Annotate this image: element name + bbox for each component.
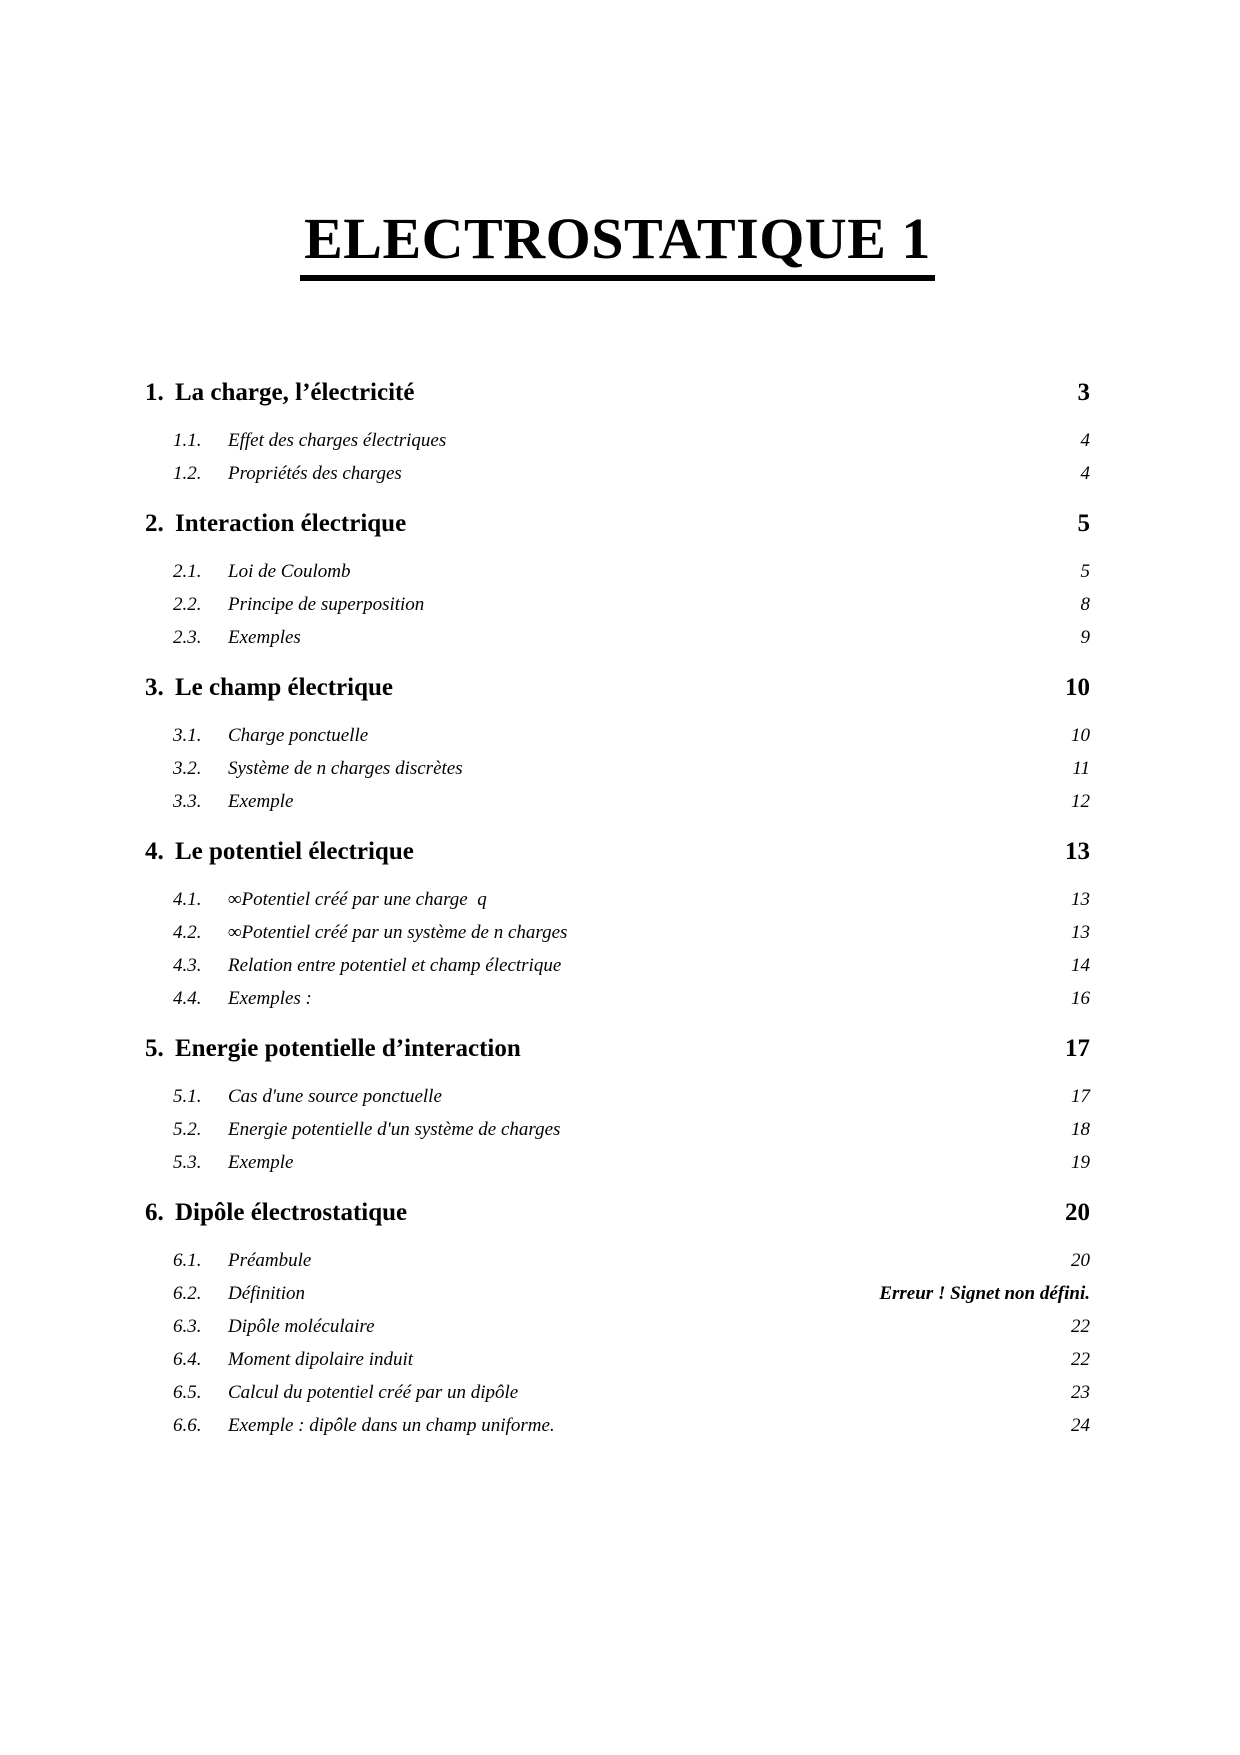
- toc-entry-label: Principe de superposition: [228, 593, 425, 615]
- toc-entry-page: 17: [1065, 1034, 1090, 1062]
- toc-entry-label: Charge ponctuelle: [228, 724, 369, 746]
- toc-entry-page: 4: [1080, 429, 1090, 451]
- toc-entry-number: 2.: [145, 509, 164, 537]
- toc-entry-page: 20: [1071, 1249, 1090, 1271]
- toc-entry-label: Exemple: [228, 790, 294, 812]
- toc-entry-subsection[interactable]: [145, 719, 1090, 752]
- toc-entry-page: 14: [1071, 954, 1090, 976]
- toc-entry-label: Interaction électrique: [175, 509, 407, 537]
- toc-entry-label: Exemple : dipôle dans un champ uniforme.: [228, 1414, 555, 1436]
- toc-entry-subsection[interactable]: [145, 555, 1090, 588]
- toc-entry-page: 18: [1071, 1118, 1090, 1140]
- toc-entry-label: Le champ électrique: [175, 673, 394, 701]
- toc-entry-number: 5.1.: [173, 1085, 202, 1107]
- toc-entry-subsection[interactable]: [145, 1409, 1090, 1442]
- toc-entry-number: 1.2.: [173, 462, 202, 484]
- toc-entry-subsection[interactable]: [145, 1343, 1090, 1376]
- toc-entry-page: 22: [1071, 1315, 1090, 1337]
- toc-entry-number: 6.5.: [173, 1381, 202, 1403]
- toc-entry-page: Erreur ! Signet non défini.: [879, 1282, 1090, 1304]
- toc-entry-section[interactable]: [145, 835, 1090, 868]
- toc-entry-label: Propriétés des charges: [228, 462, 402, 484]
- toc-entry-page: 12: [1071, 790, 1090, 812]
- toc-entry-number: 6.4.: [173, 1348, 202, 1370]
- title-block: [145, 170, 1090, 320]
- toc-entry-subsection[interactable]: [145, 785, 1090, 818]
- toc-entry-page: 20: [1065, 1198, 1090, 1226]
- toc-entry-subsection[interactable]: [145, 1146, 1090, 1179]
- toc-entry-label: Le potentiel électrique: [175, 837, 414, 865]
- toc-entry-number: 2.2.: [173, 593, 202, 615]
- toc-entry-subsection[interactable]: [145, 949, 1090, 982]
- toc-entry-label: Cas d'une source ponctuelle: [228, 1085, 442, 1107]
- toc-entry-subsection[interactable]: [145, 588, 1090, 621]
- toc-entry-page: 5: [1080, 560, 1090, 582]
- toc-entry-number: 4.2.: [173, 921, 202, 943]
- toc-entry-subsection[interactable]: [145, 424, 1090, 457]
- toc-entry-subsection[interactable]: [145, 1244, 1090, 1277]
- toc-entry-page: 5: [1077, 509, 1090, 537]
- toc-entry-label: Définition: [228, 1282, 306, 1304]
- toc-entry-label: Exemples: [228, 626, 301, 648]
- toc-entry-section[interactable]: [145, 671, 1090, 704]
- toc-entry-label: Exemples :: [228, 987, 312, 1009]
- toc-entry-subsection[interactable]: [145, 982, 1090, 1015]
- toc-entry-page: 13: [1065, 837, 1090, 865]
- toc-entry-number: 1.1.: [173, 429, 202, 451]
- toc-entry-page: 10: [1065, 673, 1090, 701]
- toc-entry-number: 3.1.: [173, 724, 202, 746]
- toc-entry-number: 4.1.: [173, 888, 202, 910]
- toc-entry-section[interactable]: [145, 1032, 1090, 1065]
- toc-entry-number: 3.2.: [173, 757, 202, 779]
- toc-entry-subsection[interactable]: [145, 1310, 1090, 1343]
- toc-entry-subsection[interactable]: [145, 621, 1090, 654]
- toc-entry-number: 5.2.: [173, 1118, 202, 1140]
- toc-entry-page: 22: [1071, 1348, 1090, 1370]
- toc-entry-page: 11: [1072, 757, 1090, 779]
- toc-entry-number: 6.: [145, 1198, 164, 1226]
- toc-entry-number: 2.3.: [173, 626, 202, 648]
- toc-entry-number: 2.1.: [173, 560, 202, 582]
- toc-entry-number: 6.1.: [173, 1249, 202, 1271]
- toc-entry-label: Loi de Coulomb: [228, 560, 351, 582]
- toc-entry-subsection[interactable]: [145, 1277, 1090, 1310]
- toc-entry-page: 8: [1080, 593, 1090, 615]
- toc-entry-label: Préambule: [228, 1249, 312, 1271]
- toc-entry-number: 6.2.: [173, 1282, 202, 1304]
- toc-entry-page: 23: [1071, 1381, 1090, 1403]
- toc-entry-label: Energie potentielle d'un système de charges: [228, 1118, 561, 1140]
- toc-entry-number: 4.4.: [173, 987, 202, 1009]
- toc-entry-section[interactable]: [145, 1196, 1090, 1229]
- toc-entry-label: La charge, l’électricité: [175, 378, 415, 406]
- toc-entry-label: ∞Potentiel créé par un système de n charges: [228, 921, 568, 943]
- toc-entry-label: ∞Potentiel créé par une charge q: [228, 888, 487, 910]
- toc-entry-label: Dipôle électrostatique: [175, 1198, 408, 1226]
- table-of-contents: [145, 376, 1090, 1442]
- toc-entry-page: 16: [1071, 987, 1090, 1009]
- toc-entry-label: Dipôle moléculaire: [228, 1315, 375, 1337]
- toc-entry-label: Effet des charges électriques: [228, 429, 447, 451]
- toc-entry-subsection[interactable]: [145, 1376, 1090, 1409]
- toc-entry-number: 3.: [145, 673, 164, 701]
- document-title: ELECTROSTATIQUE 1: [300, 209, 935, 281]
- toc-entry-page: 13: [1071, 921, 1090, 943]
- toc-entry-page: 10: [1071, 724, 1090, 746]
- toc-entry-page: 13: [1071, 888, 1090, 910]
- toc-entry-number: 5.: [145, 1034, 164, 1062]
- toc-entry-page: 19: [1071, 1151, 1090, 1173]
- toc-entry-number: 4.3.: [173, 954, 202, 976]
- toc-entry-label: Moment dipolaire induit: [228, 1348, 414, 1370]
- toc-entry-number: 5.3.: [173, 1151, 202, 1173]
- toc-entry-number: 6.6.: [173, 1414, 202, 1436]
- toc-entry-number: 6.3.: [173, 1315, 202, 1337]
- toc-entry-section[interactable]: [145, 376, 1090, 409]
- toc-entry-subsection[interactable]: [145, 883, 1090, 916]
- toc-entry-subsection[interactable]: [145, 1113, 1090, 1146]
- toc-entry-page: 24: [1071, 1414, 1090, 1436]
- toc-entry-label: Système de n charges discrètes: [228, 757, 463, 779]
- toc-entry-subsection[interactable]: [145, 1080, 1090, 1113]
- toc-entry-number: 1.: [145, 378, 164, 406]
- toc-entry-subsection[interactable]: [145, 457, 1090, 490]
- toc-entry-section[interactable]: [145, 507, 1090, 540]
- toc-entry-page: 9: [1080, 626, 1090, 648]
- toc-entry-page: 17: [1071, 1085, 1090, 1107]
- toc-entry-number: 4.: [145, 837, 164, 865]
- toc-entry-label: Energie potentielle d’interaction: [175, 1034, 521, 1062]
- toc-entry-label: Exemple: [228, 1151, 294, 1173]
- toc-entry-subsection[interactable]: [145, 916, 1090, 949]
- toc-entry-page: 4: [1080, 462, 1090, 484]
- toc-entry-number: 3.3.: [173, 790, 202, 812]
- toc-entry-page: 3: [1077, 378, 1090, 406]
- toc-entry-label: Relation entre potentiel et champ électrique: [228, 954, 562, 976]
- toc-entry-label: Calcul du potentiel créé par un dipôle: [228, 1381, 519, 1403]
- toc-entry-subsection[interactable]: [145, 752, 1090, 785]
